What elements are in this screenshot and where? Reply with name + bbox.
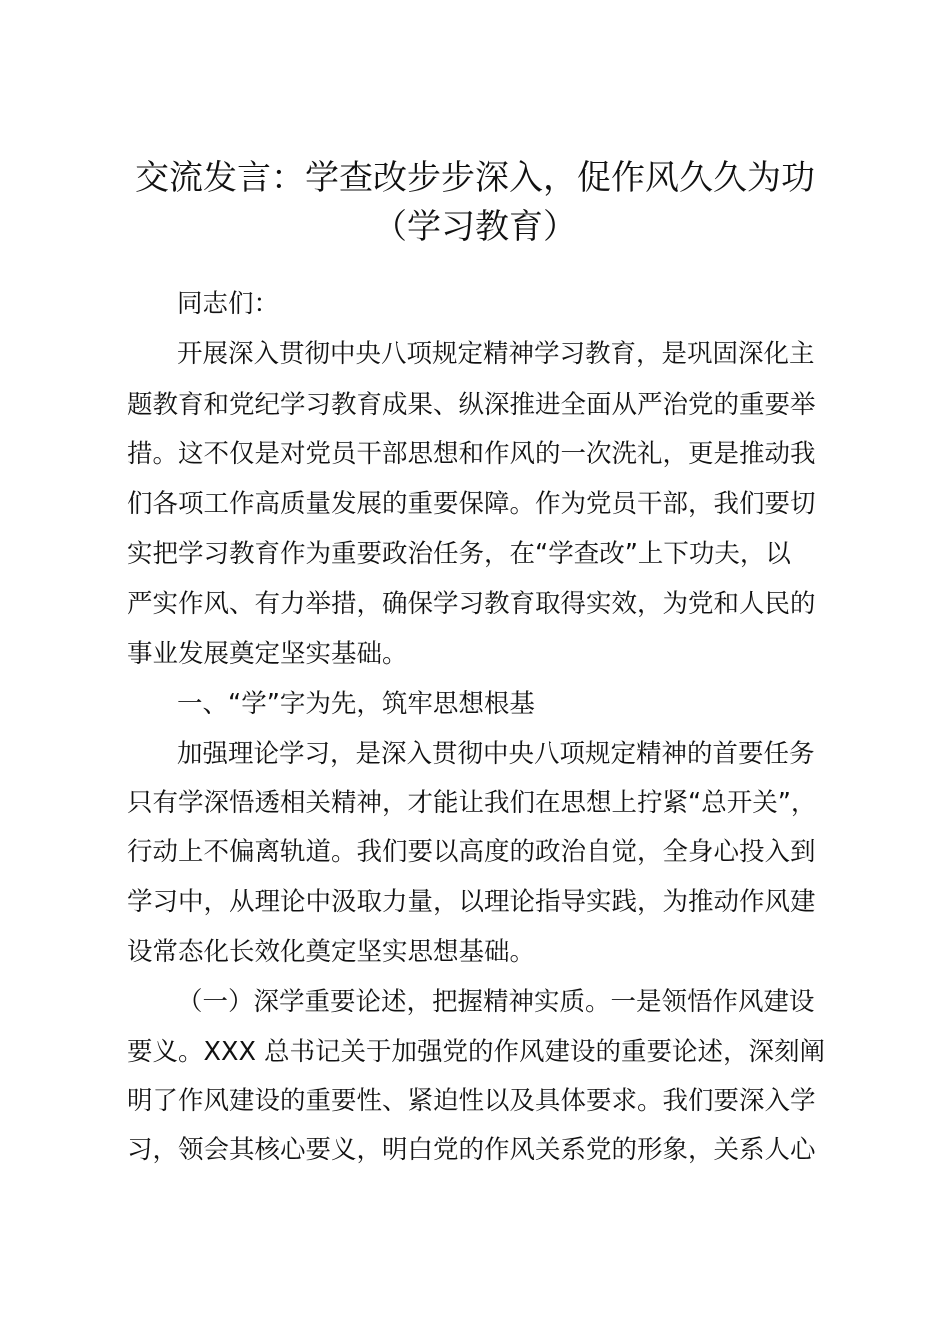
paragraph-line: 实把学习教育作为重要政治任务，在“学查改”上下功夫，以 [127,539,791,569]
paragraph-line: 严实作风、有力举措，确保学习教育取得实效，为党和人民的 [127,589,816,619]
paragraph-line: 要义。XXX 总书记关于加强党的作风建设的重要论述，深刻阐 [127,1037,826,1067]
section-heading: 一、“学”字为先，筑牢思想根基 [177,689,535,719]
paragraph-line: 明了作风建设的重要性、紧迫性以及具体要求。我们要深入学 [127,1086,816,1116]
paragraph-line: 只有学深悟透相关精神，才能让我们在思想上拧紧“总开关”， [127,788,817,818]
salutation: 同志们： [177,289,280,319]
paragraph-line: 行动上不偏离轨道。我们要以高度的政治自觉，全身心投入到 [127,837,816,867]
paragraph-line: 加强理论学习，是深入贯彻中央八项规定精神的首要任务 [177,739,815,769]
document-subtitle: （学习教育） [373,207,577,247]
paragraph-line: 学习中，从理论中汲取力量，以理论指导实践，为推动作风建 [127,887,816,917]
paragraph-line: （一）深学重要论述，把握精神实质。一是领悟作风建设 [177,987,815,1017]
paragraph-line: 题教育和党纪学习教育成果、纵深推进全面从严治党的重要举 [127,390,816,420]
paragraph-line: 习，领会其核心要义，明白党的作风关系党的形象，关系人心 [127,1135,816,1165]
paragraph-line: 事业发展奠定坚实基础。 [127,639,408,669]
document-title: 交流发言：学查改步步深入，促作风久久为功 [135,158,815,198]
paragraph-line: 们各项工作高质量发展的重要保障。作为党员干部，我们要切 [127,489,816,519]
paragraph-line: 措。这不仅是对党员干部思想和作风的一次洗礼，更是推动我 [127,439,816,469]
paragraph-line: 设常态化长效化奠定坚实思想基础。 [127,937,536,967]
paragraph-line: 开展深入贯彻中央八项规定精神学习教育，是巩固深化主 [177,339,815,369]
